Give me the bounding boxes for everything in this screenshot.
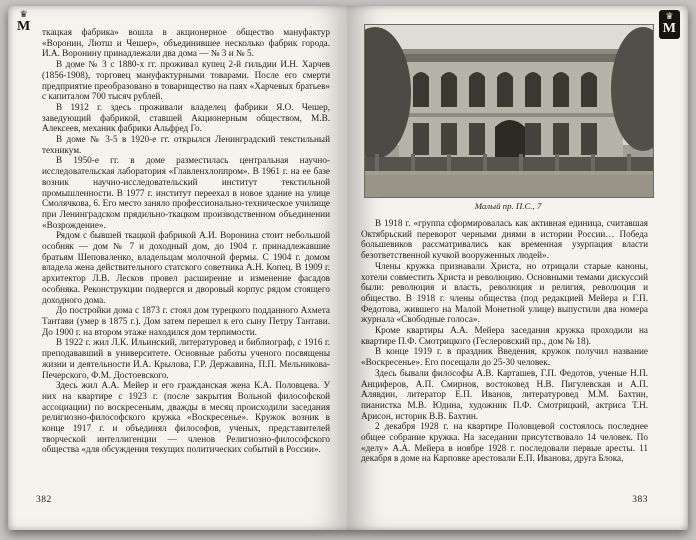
publisher-mark-left	[17, 10, 30, 34]
paragraph: 2 декабря 1928 г. на квартире Половцевой состоялось последнее общее собрание кружка. На заседании присутствовало 14 человек. По «делу» А.А. Мейера в ноябре 1928 г. последовали первые аресты. 11 декабря в доме на Карповке арестовали Е.П. Иванова, друга Блока,	[361, 421, 648, 464]
paragraph: В 1912 г. здесь проживали владелец фабрики Я.О. Чешер, заведующий фабрикой, ставшей Акционерным обществом, М.В. Алексеев, механик фабрики Альфред Го.	[42, 101, 330, 134]
paragraph: До постройки дома с 1873 г. стоял дом турецкого подданного Ахмета Тантави (умер в 1875 г.). Дом затем перешел к его сыну Петру Тантави. До 1900 г. на втором этаже находился дом терпимости.	[42, 305, 330, 337]
paragraph: В конце 1919 г. в праздник Введения, кружок получил название «Воскресенье». Его посещали до 25-30 человек.	[361, 346, 648, 368]
paragraph: Рядом с бывшей ткацкой фабрикой А.И. Воронина стоит небольшой особняк — дом № 7 и доходный дом, до 1904 г. принадлежавшие братьям Шеповаленко, владельцам молочной фермы. С 1904 г. домом владела жена действительного статского советника А.Н. Копец. В 1909 г. архитектор Л.В. Лесков провел расширение и изменение фасадов особняка. Реконструкции подвергся и дворовый корпус рядом стоящего доходного дома.	[42, 230, 330, 305]
paragraph: В доме № 3-5 в 1920-е гг. открылся Ленинградский текстильный техникум.	[42, 134, 330, 155]
paragraph: Кроме квартиры А.А. Мейера заседания кружка проходили на квартире П.Ф. Смотрицкого (Геслеровский пр., дом № 18).	[361, 325, 648, 346]
publisher-mark-right	[659, 10, 680, 39]
paragraph: В 1922 г. жил Л.К. Ильинский, литературовед и библиограф, с 1916 г. преподававший в университете. Основные работы ученого посвящены жизни и деятельности И.А. Крылова, Г.Р. Державина, П.П. Мельникова-Печерского, Ф.М. Достоевского.	[42, 337, 330, 380]
paragraph: В доме № 3 с 1880-х гг. проживал купец 2-й гильдии И.Н. Харчев (1856-1908), торговец мануфактурными товарами. После его смерти предприятие преобразовано в товарищество на паях «Харчевых братьев» с капиталом 700 тысяч рублей.	[42, 59, 330, 102]
building-photo	[364, 24, 652, 211]
building-photo-image	[364, 24, 654, 198]
page-number: 383	[632, 495, 648, 505]
series-letter: М	[662, 21, 676, 36]
crown-icon: ♛	[19, 9, 28, 19]
series-letter: М	[17, 19, 31, 34]
page-text-left	[42, 27, 330, 492]
paragraph: В 1918 г. «группа сформировалась как активная единица, считавшая Октябрьский переворот черными днями в истории России… Победа большевиков рассматривались как временная узурпация власти безответственной кучкой вооруженных людей».	[361, 218, 648, 261]
page-right	[348, 6, 688, 530]
book-spread	[8, 6, 688, 530]
paragraph: Здесь бывали философы А.В. Карташев, Г.П. Федотов, ученые Н.П. Анциферов, А.П. Смирнов, востоковед Н.В. Пигулевская и А.П. Алявдин, литератор Е.П. Иванов, литературовед М.М. Бахтин, пианистка М.В. Юдина, художник П.Ф. Смотрицкий, актриса Т.Н. Арисон, историк В.В. Бахтин.	[361, 367, 648, 421]
paragraph: В 1950-е гг. в доме разместилась центральная научно-исследовательская лаборатория «Главленхлоппром». В 1961 г. на ее базе возник научно-исследовательский институт текстильной промышленности. В 1977 г. институт переехал в новое здание на улице Смолячкова, 6. Его место заняло профессионально-техническое училище при Ленинградском прядильно-ткацком производственном объединении «Возрождение».	[42, 155, 330, 230]
photo-caption: Малый пр. П.С., 7	[474, 201, 542, 211]
paragraph: ткацкая фабрика» вошла в акционерное общество мануфактур «Воронин, Лютш и Чешер», объединившее несколько фабрик города. И.А. Воронину принадлежали два дома — № 3 и № 5.	[42, 27, 330, 59]
page-number: 382	[36, 495, 52, 505]
page-left	[8, 6, 348, 530]
page-text-right	[361, 218, 648, 498]
paragraph: Здесь жил А.А. Мейер и его гражданская жена К.А. Половцева. У них на квартире с 1923 г. (после закрытия Вольной философской ассоциации) по воскресеньям, дважды в месяц происходили заседания религиозно-философского кружка «Воскресенье». Кружок возник в конце 1917 г. и объединял философов, ученых, представителей творческой интеллигенции — членов Религиозно-философского общества «для обсуждения текущих политических событий в России».	[42, 380, 330, 455]
paragraph: Члены кружка признавали Христа, но отрицали старые каноны, хотели совместить Христа и революцию. Основными темами дискуссий были: революция и власть, революция и религия, революция и общество. В 1918 г. члены общества (под редакцией Мейера и Г.П. Федотова, жившего на Малой Монетной улице) выпустили два номера журнала «Свободные голоса».	[361, 260, 648, 325]
crown-icon: ♛	[665, 11, 674, 21]
